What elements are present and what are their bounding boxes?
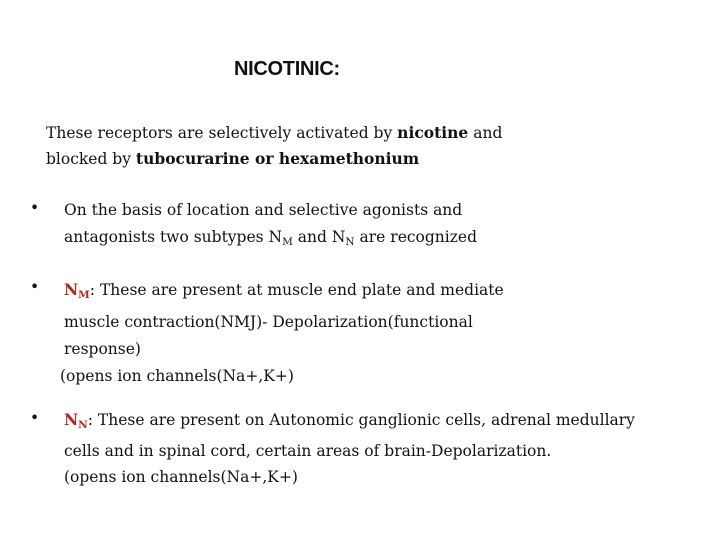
intro-text: These receptors are selectively activated by <box>46 124 398 142</box>
subscript: M <box>282 236 293 248</box>
bullet-line: response) <box>64 340 141 358</box>
bullet-line: cells and in spinal cord, certain areas of brain-Depolarization. <box>64 442 552 460</box>
bullet-line <box>64 224 477 256</box>
bullet-nn <box>64 407 635 490</box>
nm-label-sub: M <box>78 289 90 301</box>
subscript: N <box>345 236 355 248</box>
bullet-icon: • <box>30 278 40 296</box>
bullet-line: (opens ion channels(Na+,K+) <box>60 367 294 385</box>
intro-text: blocked by <box>46 150 136 168</box>
bullet-icon: • <box>30 409 40 427</box>
bullet-line: (opens ion channels(Na+,K+) <box>64 468 298 486</box>
text: are recognized <box>354 228 478 246</box>
nn-label: N <box>64 410 79 429</box>
nm-label: N <box>64 280 79 299</box>
nicotine-term: nicotine <box>397 123 469 142</box>
intro-text: and <box>468 124 503 142</box>
bullet-line: On the basis of location and selective agonists and <box>64 201 463 219</box>
bullet-line <box>64 276 504 309</box>
bullet-nm <box>60 276 504 390</box>
bullet-line: muscle contraction(NMJ)- Depolarization(functional <box>64 313 473 331</box>
intro-line-2 <box>46 146 666 172</box>
text: and N <box>292 228 346 246</box>
intro-line-1 <box>46 120 666 146</box>
blocker-terms: tubocurarine or hexamethonium <box>135 149 420 168</box>
bullet-subtypes <box>64 197 477 256</box>
text: : These are present on Autonomic ganglionic cells, adrenal medullary <box>87 411 635 429</box>
text: antagonists two subtypes N <box>64 228 283 246</box>
page-title: NICOTINIC: <box>234 58 340 80</box>
bullet-icon: • <box>30 199 40 217</box>
text: : These are present at muscle end plate and mediate <box>89 281 504 299</box>
nn-label-sub: N <box>78 419 88 431</box>
intro-paragraph <box>46 120 666 172</box>
bullet-line <box>64 407 635 438</box>
